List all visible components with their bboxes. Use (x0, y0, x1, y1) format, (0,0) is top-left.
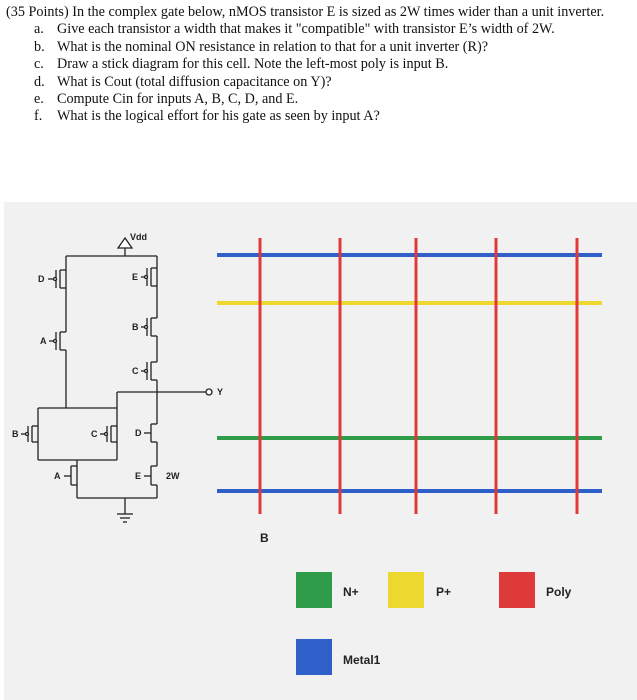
pmos-e-label: E (132, 272, 139, 282)
problem-intro: (35 Points) In the complex gate below, nMOS transistor E is sized as 2W times wider than a unit inverter. (6, 4, 605, 20)
pplus-legend-label: P+ (436, 585, 452, 599)
poly-swatch (499, 572, 535, 608)
part-text: Compute Cin for inputs A, B, C, D, and E. (57, 91, 299, 108)
part-label: e. (34, 91, 44, 108)
pmos-b-left-label: B (12, 429, 19, 439)
nmos-e-label: E (135, 471, 142, 481)
pmos-b-right-label: B (132, 322, 139, 332)
stick-grid (217, 238, 602, 514)
part-text: What is Cout (total diffusion capacitance on Y)? (57, 73, 332, 90)
vdd-label: Vdd (130, 232, 147, 242)
nplus-swatch (296, 572, 332, 608)
part-label: f. (34, 108, 43, 125)
part-label: c. (34, 56, 44, 73)
part-text: Give each transistor a width that makes it "compatible" with transistor E’s width of 2W. (57, 21, 555, 38)
part-label: b. (34, 38, 45, 55)
metal1-legend-label: Metal1 (343, 653, 381, 667)
schematic (21, 238, 212, 522)
figure-svg (4, 202, 637, 700)
poly-b-label: B (260, 531, 269, 545)
part-f (34, 108, 631, 125)
nmos-a-label: A (54, 471, 61, 481)
problem-parts (6, 21, 631, 125)
part-text: What is the nominal ON resistance in relation to that for a unit inverter (R)? (57, 38, 489, 55)
poly-legend-label: Poly (546, 585, 572, 599)
pmos-c-left-label: C (91, 429, 98, 439)
figure-panel (4, 202, 637, 700)
part-label: a. (34, 21, 44, 38)
part-label: d. (34, 73, 45, 90)
part-a (34, 21, 631, 38)
pmos-d-label: D (38, 274, 45, 284)
output-y-label: Y (217, 387, 224, 397)
problem-statement (6, 4, 631, 126)
part-text: Draw a stick diagram for this cell. Note the left-most poly is input B. (57, 56, 449, 73)
part-b (34, 39, 631, 56)
pplus-swatch (388, 572, 424, 608)
part-d (34, 74, 631, 91)
nmos-e-size-label: 2W (166, 471, 180, 481)
part-c (34, 56, 631, 73)
nplus-legend-label: N+ (343, 585, 359, 599)
pmos-c-right-label: C (132, 366, 139, 376)
metal1-swatch (296, 639, 332, 675)
nmos-d-label: D (135, 428, 142, 438)
pmos-a-label: A (40, 336, 47, 346)
part-e (34, 91, 631, 108)
part-text: What is the logical effort for his gate as seen by input A? (57, 108, 380, 125)
